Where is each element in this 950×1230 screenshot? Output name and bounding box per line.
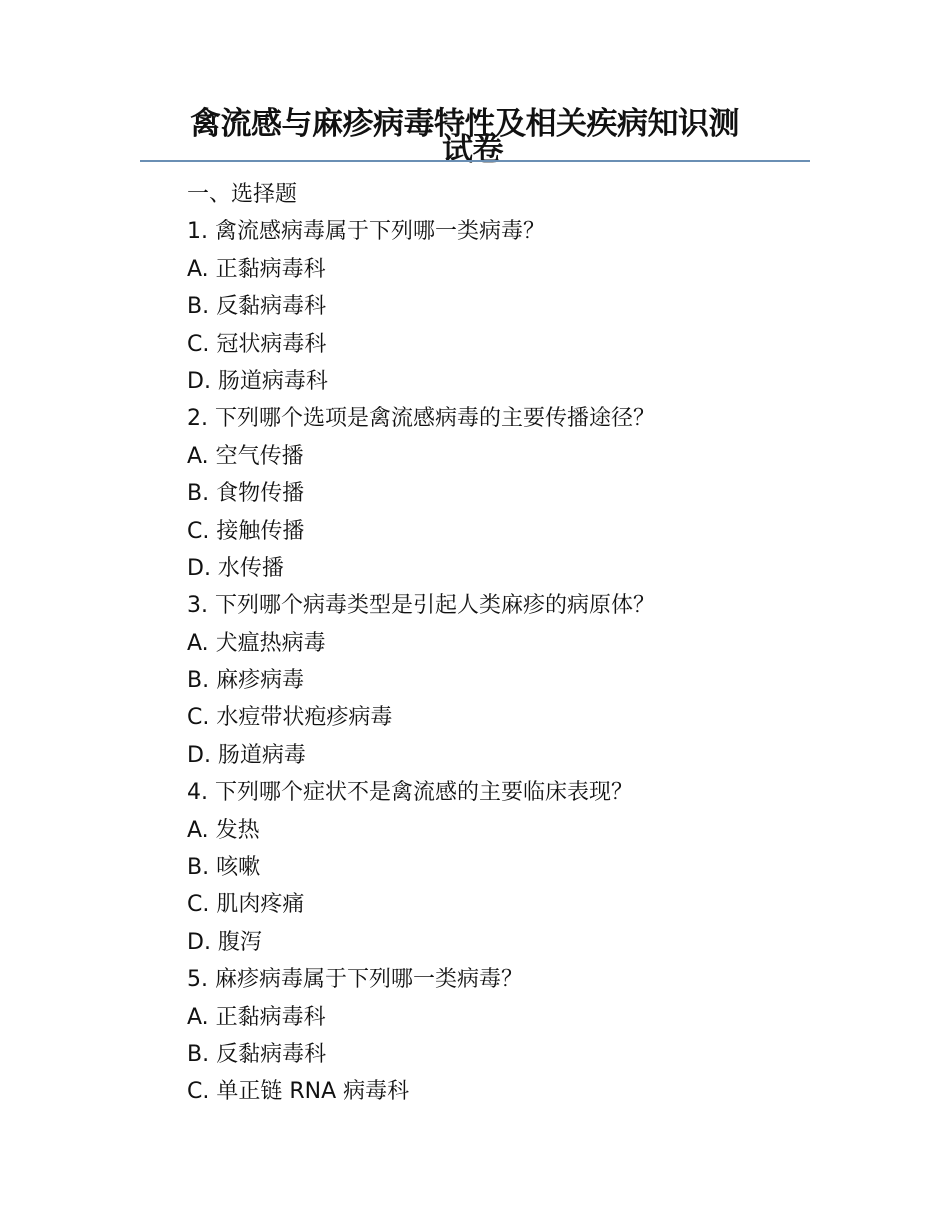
question-option: B. 反黏病毒科 xyxy=(187,1041,327,1067)
question-option: A. 发热 xyxy=(187,817,260,843)
question-stem: 3. 下列哪个病毒类型是引起人类麻疹的病原体？ xyxy=(187,593,655,619)
question-option: C. 肌肉疼痛 xyxy=(187,892,305,918)
question-2 xyxy=(187,400,807,587)
question-1 xyxy=(187,213,807,400)
question-option: D. 水传播 xyxy=(187,555,284,581)
question-option: A. 空气传播 xyxy=(187,443,304,469)
question-option: B. 麻疹病毒 xyxy=(187,668,305,694)
question-option: A. 犬瘟热病毒 xyxy=(187,630,326,656)
question-option: B. 反黏病毒科 xyxy=(187,294,327,320)
question-option: C. 冠状病毒科 xyxy=(187,331,327,357)
question-option: D. 腹泻 xyxy=(187,929,262,955)
question-stem: 4. 下列哪个症状不是禽流感的主要临床表现？ xyxy=(187,780,633,806)
question-option: C. 接触传播 xyxy=(187,518,305,544)
document-title xyxy=(140,104,810,168)
question-option: C. 水痘带状疱疹病毒 xyxy=(187,705,393,731)
question-stem: 5. 麻疹病毒属于下列哪一类病毒？ xyxy=(187,967,523,993)
question-option: A. 正黏病毒科 xyxy=(187,256,326,282)
question-option: A. 正黏病毒科 xyxy=(187,1004,326,1030)
document-title-line-1: 禽流感与麻疹病毒特性及相关疾病知识测 xyxy=(190,106,739,142)
question-option: D. 肠道病毒 xyxy=(187,742,306,768)
question-stem: 1. 禽流感病毒属于下列哪一类病毒？ xyxy=(187,219,545,245)
document-title-line-2: 试卷 xyxy=(442,132,503,168)
question-3 xyxy=(187,587,807,774)
question-stem: 2. 下列哪个选项是禽流感病毒的主要传播途径？ xyxy=(187,406,655,432)
question-option: B. 咳嗽 xyxy=(187,855,261,881)
title-divider xyxy=(140,160,810,162)
question-option: B. 食物传播 xyxy=(187,481,305,507)
question-4 xyxy=(187,774,807,961)
section-heading: 一、选择题 xyxy=(187,182,298,207)
question-5 xyxy=(187,961,807,1111)
question-option: D. 肠道病毒科 xyxy=(187,368,328,394)
question-option: C. 单正链 RNA 病毒科 xyxy=(187,1079,410,1105)
document-body xyxy=(187,176,807,1111)
